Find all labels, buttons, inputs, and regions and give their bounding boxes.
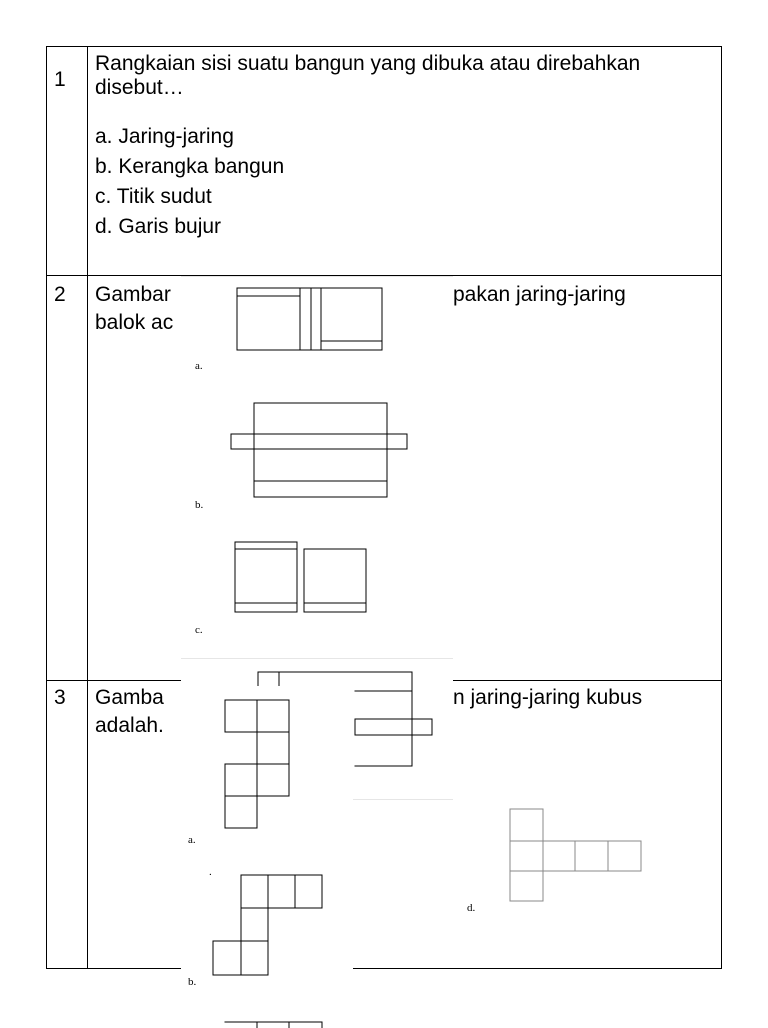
figure-2a-label: a.	[195, 360, 203, 372]
figure-3a-label: a.	[188, 834, 196, 846]
figure-2b-label: b.	[195, 499, 204, 511]
option-c: c. Titik sudut	[95, 185, 212, 208]
net-figure-3b	[208, 872, 328, 982]
figure-3b-label: b.	[188, 976, 197, 988]
question-3-text-left: Gamba	[95, 686, 164, 709]
question-2-text-line2: balok ac	[95, 311, 174, 334]
overlap-panel-top-edge	[181, 658, 453, 659]
question-3-number: 3	[54, 686, 66, 709]
question-3-text-right: n jaring-jaring kubus	[453, 686, 643, 709]
overlap-panel-bottom-edge	[353, 799, 453, 800]
figure-2c-label: c.	[195, 624, 203, 636]
question-3-text-line2: adalah.	[95, 714, 164, 737]
option-b: b. Kerangka bangun	[95, 155, 285, 178]
question-2-number: 2	[54, 283, 66, 306]
net-figure-3d	[505, 805, 645, 905]
question-2-text-right: pakan jaring-jaring	[453, 283, 626, 306]
table-left-border	[46, 46, 47, 969]
figure-3d-label: d.	[467, 902, 476, 914]
stray-mark: .	[209, 866, 212, 878]
table-bottom-border	[46, 968, 722, 969]
net-figure-3a	[222, 696, 297, 836]
net-figure-2c	[232, 539, 372, 616]
panel-top-edge	[181, 276, 453, 277]
question-1-text: Rangkaian sisi suatu bangun yang dibuka atau direbahkan disebut…	[95, 52, 641, 99]
option-d: d. Garis bujur	[95, 215, 222, 238]
table-top-border	[46, 46, 722, 47]
question-1-number: 1	[54, 68, 66, 91]
net-figure-3c-partial	[222, 1018, 332, 1028]
net-figure-2a	[230, 283, 390, 358]
number-column-divider	[87, 46, 88, 969]
question-1-options	[95, 125, 284, 239]
table-right-border	[721, 46, 722, 969]
net-figure-2b	[228, 402, 413, 502]
option-a: a. Jaring-jaring	[95, 125, 234, 148]
question-2-text-left: Gambar	[95, 283, 171, 306]
